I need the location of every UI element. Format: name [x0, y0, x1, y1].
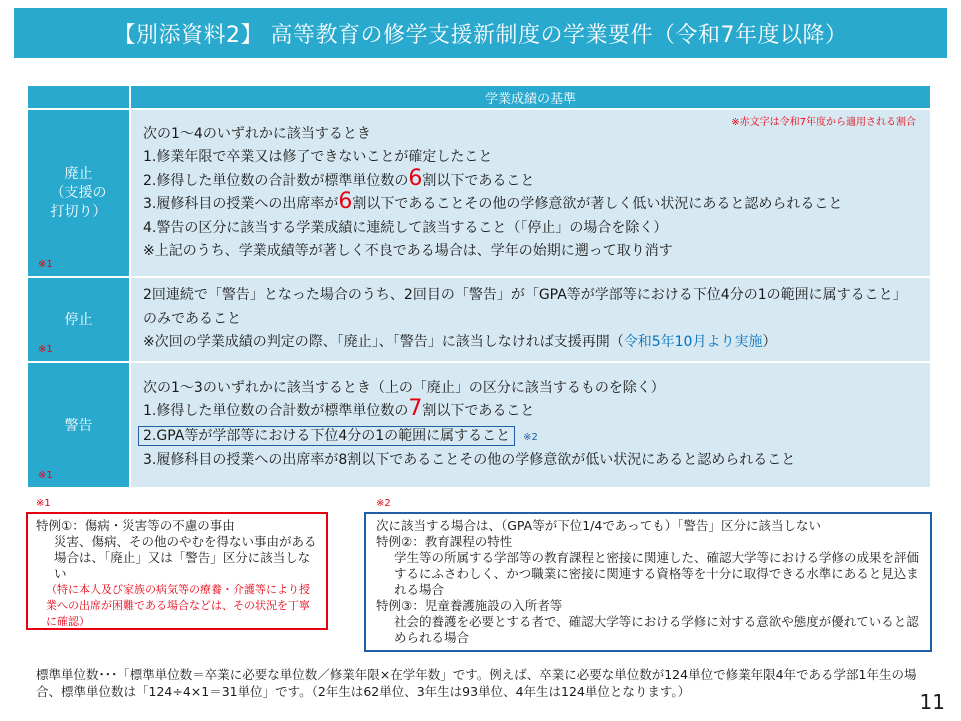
line: 4.警告の区分に該当する学業成績に連続して該当すること（「停止」の場合を除く）	[143, 219, 668, 236]
note2-text: 学生等の所属する学部等の教育課程と密接に関連した、確認大学等における学修の成果を評価するにふさわしく、かつ職業に密接に関連する資格等を十分に取得できる水準にあると見込まれる場合	[394, 550, 920, 597]
note-mark: ※1	[38, 469, 53, 481]
line: 1.修業年限で卒業又は修了できないことが確定したこと	[143, 149, 493, 165]
header-blank-cell	[27, 85, 130, 109]
note-mark: ※1	[38, 343, 53, 355]
page-number: 11	[919, 690, 945, 714]
blue-text: 令和5年10月より実施	[623, 334, 763, 350]
note1-text: 災害、傷病、その他のやむを得ない事由がある場合は、「廃止」又は「警告」区分に該当しない	[54, 534, 317, 581]
body-keikoku	[130, 362, 931, 488]
note1-heading: 特例①：傷病・災害等の不慮の事由	[36, 518, 235, 533]
red-number: 7	[408, 396, 423, 421]
page-title: 【別添資料2】 高等教育の修学支援新制度の学業要件（令和7年度以降）	[14, 8, 947, 58]
category-label: 廃止 （支援の 打切り）	[50, 165, 107, 220]
note1-box	[26, 512, 328, 630]
line: 次の1～4のいずれかに該当するとき	[143, 125, 371, 142]
note1-red-text: （特に本人及び家族の病気等の療養・介護等により授業への出席が困難である場合などは、その状況を丁寧に確認）	[46, 583, 310, 628]
footer-note: 標準単位数･･･「標準単位数＝卒業に必要な単位数／修業年限×在学年数」です。例えば、卒業に必要な単位数が124単位で修業年限4年である学部1年生の場合、標準単位数は「124÷4×1＝31単位」です。（2年生は62単位、3年生は93単位、4年生は124単位となります。）	[36, 667, 917, 699]
category-label: 警告	[64, 417, 93, 434]
line: 3.履修科目の授業への出席率が6割以下であることその他の学修意欲が著しく低い状況にあると認められること	[143, 189, 843, 214]
category-keikoku	[27, 362, 130, 488]
category-teishi	[27, 277, 130, 362]
note1-label: ※1	[36, 498, 51, 509]
category-haishi	[27, 109, 130, 277]
line: 2.修得した単位数の合計数が標準単位数の6割以下であること	[143, 165, 535, 191]
red-number: 6	[408, 165, 423, 191]
note2-text: 社会的養護を必要とする者で、確認大学等における学修に対する意欲や態度が優れていると認められる場合	[394, 614, 919, 645]
line: 2回連続で「警告」となった場合のうち、2回目の「警告」が「GPA等が学部等における下位4分の1の範囲に属すること」のみであること	[143, 287, 907, 327]
note2-heading: 特例②：教育課程の特性	[376, 534, 513, 549]
note2-intro: 次に該当する場合は、（GPA等が下位1/4であっても）「警告」区分に該当しない	[376, 518, 821, 533]
note-mark: ※1	[38, 259, 53, 270]
red-text-note: ※赤文字は令和7年度から適用される割合	[731, 117, 916, 128]
note2-box	[364, 512, 932, 652]
note2-label: ※2	[376, 498, 391, 509]
line: 1.修得した単位数の合計数が標準単位数の7割以下であること	[143, 396, 535, 421]
line: ※上記のうち、学業成績等が著しく不良である場合は、学年の始期に遡って取り消す	[143, 243, 673, 259]
body-haishi	[130, 109, 931, 277]
body-teishi	[130, 277, 931, 362]
table-header: 学業成績の基準	[130, 85, 931, 109]
requirements-table	[26, 84, 932, 489]
line: 3.履修科目の授業への出席率が8割以下であることその他の学修意欲が低い状況にあると認められること	[143, 452, 796, 468]
note2-heading: 特例③：児童養護施設の入所者等	[376, 598, 563, 613]
line: 次の1～3のいずれかに該当するとき（上の「廃止」の区分に該当するものを除く）	[143, 379, 665, 396]
note-mark-2: ※2	[523, 431, 538, 443]
gpa-boxed-line: 2.GPA等が学部等における下位4分の1の範囲に属すること	[138, 426, 515, 446]
line: ※次回の学業成績の判定の際、「廃止」、「警告」に該当しなければ支援再開（令和5年10月より実施）	[143, 334, 777, 350]
red-number: 6	[338, 189, 353, 214]
line	[143, 424, 920, 450]
category-label: 停止	[64, 312, 93, 329]
